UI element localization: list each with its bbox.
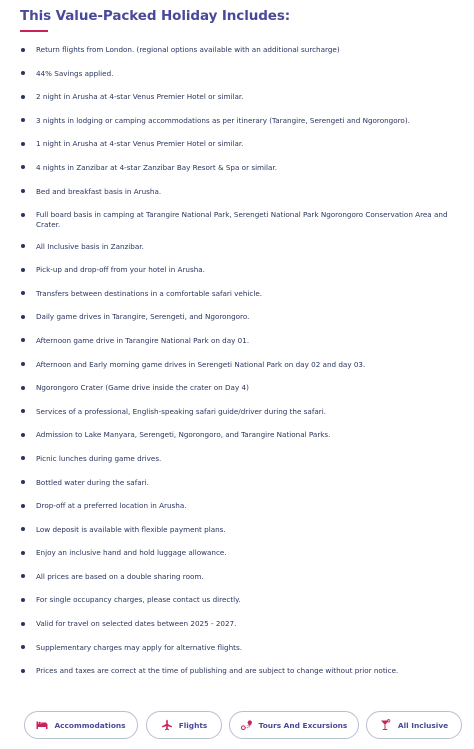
list-item-text: Transfers between destinations in a comfortable safari vehicle.: [36, 288, 263, 298]
list-item-text: Bottled water during the safari.: [36, 477, 149, 487]
list-item: [20, 548, 460, 559]
list-item-text: Drop-off at a preferred location in Arusha.: [36, 501, 187, 511]
list-item-text: Return flights from London. (regional options available with an additional surcharge): [36, 45, 340, 54]
list-item: [20, 289, 460, 300]
list-item: [20, 163, 460, 174]
bullet-icon: [21, 362, 25, 366]
list-item: [20, 312, 460, 323]
list-item-text: Ngorongoro Crater (Game drive inside the crater on Day 4): [36, 383, 249, 393]
bullet-icon: [21, 142, 25, 146]
bullet-icon: [21, 598, 25, 602]
list-item: [20, 336, 460, 347]
accommodations-button[interactable]: [24, 711, 138, 739]
bullet-icon: [21, 189, 25, 193]
list-item-text: Low deposit is available with flexible payment plans.: [36, 524, 226, 534]
bullet-icon: [21, 504, 25, 508]
list-item: [20, 187, 460, 198]
list-item: [20, 572, 460, 583]
list-item-text: Full board basis in camping at Tarangire National Park, Serengeti National Park Ngorongoro Conservation Area and Crater.: [36, 210, 448, 229]
bullet-icon: [21, 669, 25, 673]
inclusions-list: [20, 45, 460, 690]
list-item-text: Admission to Lake Manyara, Serengeti, Ngorongoro, and Tarangire National Parks.: [36, 430, 331, 440]
list-item-text: For single occupancy charges, please contact us directly.: [36, 595, 241, 605]
tours-and-excursions-button[interactable]: [229, 711, 359, 739]
list-item: [20, 210, 460, 229]
bullet-icon: [21, 480, 25, 484]
list-item-text: Prices and taxes are correct at the time of publishing and are subject to change without prior notice.: [36, 666, 399, 676]
list-item: [20, 383, 460, 394]
bullet-icon: [21, 456, 25, 460]
accommodations-label: Accommodations: [54, 720, 126, 730]
airplane-icon: [161, 719, 173, 731]
tours-and-excursions-label: Tours And Excursions: [258, 720, 348, 730]
list-item-text: Services of a professional, English-speaking safari guide/driver during the safari.: [36, 406, 326, 416]
list-item-text: 4 nights in Zanzibar at 4-star Zanzibar Bay Resort & Spa or similar.: [36, 162, 278, 172]
bullet-icon: [21, 338, 25, 342]
list-item: [20, 595, 460, 606]
bullet-icon: [21, 574, 25, 578]
list-item-text: 2 night in Arusha at 4-star Venus Premier Hotel or similar.: [36, 92, 244, 102]
list-item-text: All prices are based on a double sharing room.: [36, 571, 204, 581]
list-item: [20, 407, 460, 418]
all-inclusive-label: All Inclusive: [397, 720, 449, 730]
bullet-icon: [21, 315, 25, 319]
list-item-text: Picnic lunches during game drives.: [36, 453, 162, 463]
list-item: [20, 242, 460, 253]
bullet-icon: [21, 386, 25, 390]
list-item-text: 44% Savings applied.: [36, 68, 114, 78]
list-item: [20, 45, 460, 56]
list-item: [20, 69, 460, 80]
bullet-icon: [21, 165, 25, 169]
route-icon: [241, 719, 253, 731]
list-item-text: 1 night in Arusha at 4-star Venus Premier Hotel or similar.: [36, 139, 244, 149]
flights-button[interactable]: [146, 711, 222, 739]
list-item: [20, 116, 460, 127]
bullet-icon: [21, 551, 25, 555]
bullet-icon: [21, 71, 25, 75]
section-title: This Value-Packed Holiday Includes:: [20, 8, 291, 24]
title-underline: [20, 30, 48, 32]
list-item: [20, 643, 460, 654]
list-item: [20, 478, 460, 489]
list-item: [20, 501, 460, 512]
list-item: [20, 92, 460, 103]
category-buttons: [24, 711, 464, 743]
bullet-icon: [21, 645, 25, 649]
list-item: [20, 430, 460, 441]
flights-label: Flights: [178, 720, 208, 730]
bullet-icon: [21, 95, 25, 99]
list-item-text: Afternoon and Early morning game drives in Serengeti National Park on day 02 and day 03.: [36, 359, 366, 369]
list-item-text: Valid for travel on selected dates between 2025 - 2027.: [36, 619, 237, 629]
list-item-text: All Inclusive basis in Zanzibar.: [36, 241, 144, 251]
list-item-text: Pick-up and drop-off from your hotel in Arusha.: [36, 265, 205, 275]
list-item-text: 3 nights in lodging or camping accommodations as per itinerary (Tarangire, Serengeti and Ngorongoro).: [36, 115, 410, 125]
bullet-icon: [21, 527, 25, 531]
bed-icon: [36, 719, 48, 731]
bullet-icon: [21, 244, 25, 248]
all-inclusive-button[interactable]: [366, 711, 462, 739]
bullet-icon: [21, 48, 25, 52]
list-item-text: Afternoon game drive in Tarangire National Park on day 01.: [36, 335, 250, 345]
bullet-icon: [21, 268, 25, 272]
bullet-icon: [21, 409, 25, 413]
list-item: [20, 454, 460, 465]
list-item: [20, 139, 460, 150]
list-item: [20, 619, 460, 630]
bullet-icon: [21, 213, 25, 217]
list-item-text: Daily game drives in Tarangire, Serengeti, and Ngorongoro.: [36, 312, 250, 322]
bullet-icon: [21, 433, 25, 437]
list-item-text: Bed and breakfast basis in Arusha.: [36, 186, 162, 196]
list-item-text: Enjoy an inclusive hand and hold luggage allowance.: [36, 548, 227, 558]
list-item: [20, 265, 460, 276]
list-item-text: Supplementary charges may apply for alternative flights.: [36, 642, 242, 652]
bullet-icon: [21, 118, 25, 122]
cocktail-icon: [380, 719, 392, 731]
list-item: [20, 360, 460, 371]
list-item: [20, 525, 460, 536]
bullet-icon: [21, 622, 25, 626]
list-item: [20, 666, 460, 677]
bullet-icon: [21, 291, 25, 295]
